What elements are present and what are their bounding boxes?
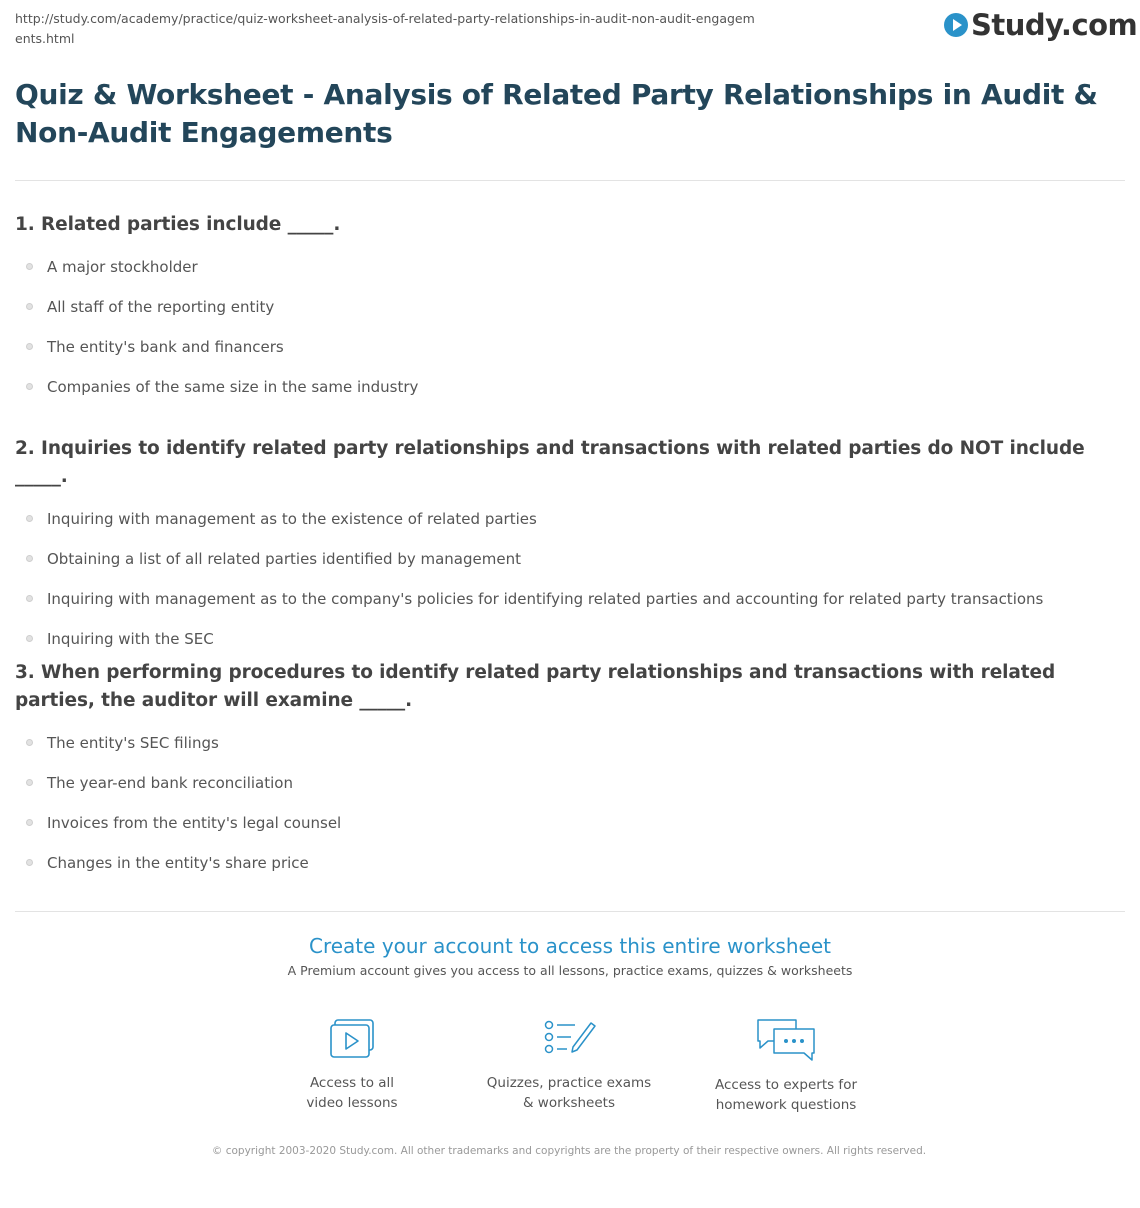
answer-label: Invoices from the entity's legal counsel xyxy=(47,814,342,832)
feature-video-lessons xyxy=(252,1017,452,1113)
title-divider xyxy=(15,180,1125,181)
answer-option[interactable] xyxy=(15,367,1130,407)
answer-label: A major stockholder xyxy=(47,258,198,276)
radio-button[interactable] xyxy=(26,819,33,826)
question-text: 3. When performing procedures to identify related party relationships and transactions with related parties, the auditor will examine _____. xyxy=(15,662,1056,711)
answer-option[interactable] xyxy=(15,723,1130,763)
radio-button[interactable] xyxy=(26,635,33,642)
answer-option[interactable] xyxy=(15,803,1130,843)
question-text: 2. Inquiries to identify related party relationships and transactions with related parties do NOT include _____. xyxy=(15,438,1085,487)
answer-option[interactable] xyxy=(15,763,1130,803)
radio-button[interactable] xyxy=(26,555,33,562)
radio-button[interactable] xyxy=(26,739,33,746)
chat-bubbles-icon xyxy=(754,1017,818,1063)
answer-option[interactable] xyxy=(15,287,1130,327)
answer-label: Obtaining a list of all related parties identified by management xyxy=(47,550,521,568)
page-title: Quiz & Worksheet - Analysis of Related Party Relationships in Audit & Non-Audit Engagements xyxy=(15,78,1098,149)
answer-label: Companies of the same size in the same industry xyxy=(47,378,419,396)
radio-button[interactable] xyxy=(26,383,33,390)
feature-label-line: Quizzes, practice exams xyxy=(486,1075,652,1091)
answer-option[interactable] xyxy=(15,247,1130,287)
play-circle-icon xyxy=(944,13,968,37)
answer-options xyxy=(15,723,1130,883)
answer-option[interactable] xyxy=(15,619,1130,659)
radio-button[interactable] xyxy=(26,859,33,866)
logo-text-main: Study xyxy=(971,8,1061,42)
logo-text-tld: com xyxy=(1071,8,1138,42)
copyright-notice: © copyright 2003-2020 Study.com. All other trademarks and copyrights are the property of their respective owners. All rights reserved. xyxy=(211,1145,927,1157)
logo-text-dot: . xyxy=(1060,8,1072,42)
feature-label xyxy=(686,1075,886,1115)
feature-label xyxy=(252,1073,452,1113)
answer-label: The entity's bank and financers xyxy=(47,338,284,356)
answer-option[interactable] xyxy=(15,539,1130,579)
radio-button[interactable] xyxy=(26,779,33,786)
feature-quizzes xyxy=(469,1017,669,1113)
answer-option[interactable] xyxy=(15,499,1130,539)
radio-button[interactable] xyxy=(26,595,33,602)
answer-label: The year-end bank reconciliation xyxy=(47,774,293,792)
answer-label: Inquiring with management as to the company's policies for identifying related parties and accounting for related party transactions xyxy=(47,590,1044,608)
feature-label-line: Access to experts for xyxy=(714,1077,857,1093)
question-1 xyxy=(15,211,1130,407)
answer-label: All staff of the reporting entity xyxy=(47,298,275,316)
answer-option[interactable] xyxy=(15,327,1130,367)
radio-button[interactable] xyxy=(26,343,33,350)
question-3 xyxy=(15,659,1130,883)
answer-label: Inquiring with management as to the existence of related parties xyxy=(47,510,537,528)
answer-options xyxy=(15,247,1130,407)
feature-label-line: video lessons xyxy=(306,1095,398,1111)
radio-button[interactable] xyxy=(26,515,33,522)
answer-option[interactable] xyxy=(15,579,1130,619)
feature-label-line: homework questions xyxy=(715,1097,857,1113)
feature-label xyxy=(469,1073,669,1113)
answer-option[interactable] xyxy=(15,843,1130,883)
question-text: 1. Related parties include _____. xyxy=(15,214,341,235)
feature-label-line: & worksheets xyxy=(522,1095,615,1111)
quiz-checklist-icon xyxy=(541,1017,597,1061)
answer-options xyxy=(15,499,1130,659)
cta-title-link[interactable]: Create your account to access this entire worksheet xyxy=(309,934,831,958)
radio-button[interactable] xyxy=(26,303,33,310)
feature-label-line: Access to all xyxy=(309,1075,395,1091)
premium-cta xyxy=(0,931,1140,981)
answer-label: Inquiring with the SEC xyxy=(47,630,214,648)
study-logo[interactable] xyxy=(944,7,1137,43)
question-2 xyxy=(15,435,1130,659)
radio-button[interactable] xyxy=(26,263,33,270)
video-lessons-icon xyxy=(326,1017,378,1061)
answer-label: Changes in the entity's share price xyxy=(47,854,309,872)
feature-experts xyxy=(686,1017,886,1115)
answer-label: The entity's SEC filings xyxy=(47,734,219,752)
page-url: http://study.com/academy/practice/quiz-worksheet-analysis-of-related-party-relationships-in-audit-non-audit-engagements.html xyxy=(15,11,755,46)
cta-divider xyxy=(15,911,1125,912)
cta-subtitle: A Premium account gives you access to all lessons, practice exams, quizzes & worksheets xyxy=(287,963,853,978)
logo-text xyxy=(971,8,1137,42)
